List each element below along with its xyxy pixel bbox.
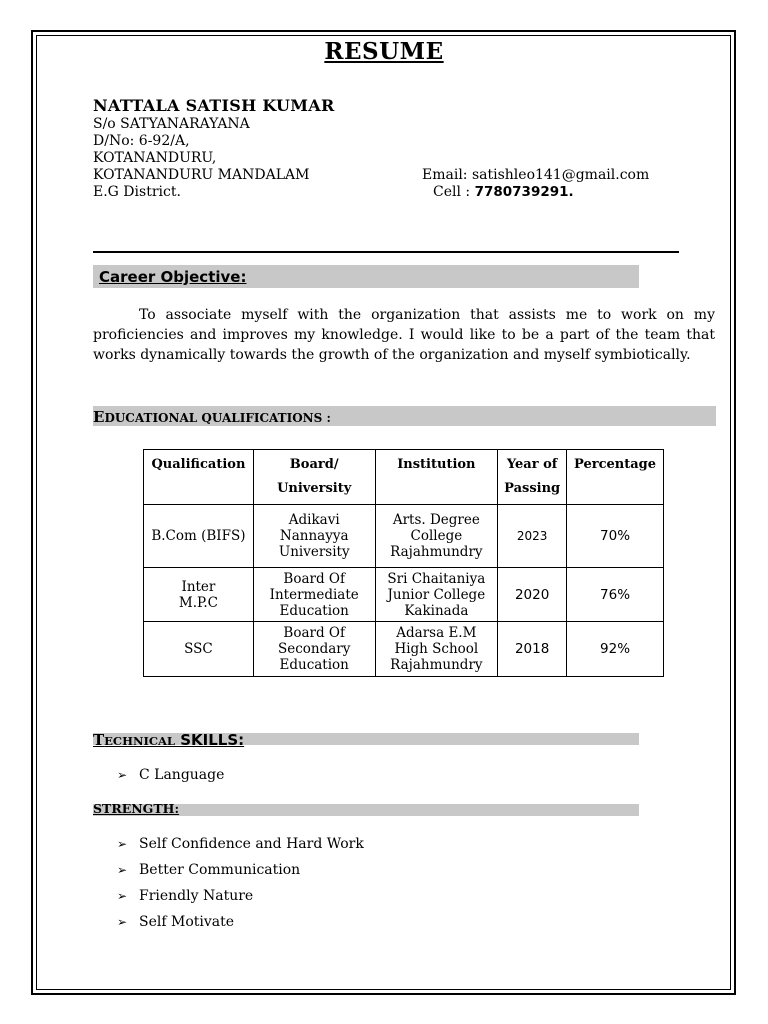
strength-list	[117, 831, 364, 935]
career-heading: Career Objective:	[99, 268, 247, 286]
cell-board: Board Of Intermediate Education	[253, 568, 375, 622]
arrow-right-icon: ➢	[117, 915, 128, 929]
list-item	[117, 909, 364, 935]
cell-percentage: 76%	[567, 568, 664, 622]
address-line-3: KOTANANDURU,	[93, 150, 217, 166]
arrow-right-icon: ➢	[117, 837, 128, 851]
table-row	[144, 622, 664, 677]
col-board: Board/ University	[253, 450, 375, 505]
list-item-text: Friendly Nature	[139, 888, 254, 904]
career-objective-text: To associate myself with the organization that assists me to work on my proficiencies and improves my knowledge. I would like to be a part of the team that works dynamically towards the growth of the organization and myself symbiotically.	[93, 307, 715, 363]
list-item-text: Self Confidence and Hard Work	[139, 836, 364, 852]
candidate-name: NATTALA SATISH KUMAR	[93, 96, 335, 115]
cell-contact	[433, 184, 574, 200]
cell-institution: Arts. Degree College Rajahmundry	[375, 505, 498, 568]
cell-qualification: B.Com (BIFS)	[144, 505, 254, 568]
col-percentage: Percentage	[567, 450, 664, 505]
arrow-right-icon: ➢	[117, 768, 128, 782]
list-item	[117, 762, 224, 788]
cell-label: Cell :	[433, 184, 475, 200]
cell-institution: Adarsa E.M High School Rajahmundry	[375, 622, 498, 677]
address-line-4: KOTANANDURU MANDALAM	[93, 167, 310, 183]
col-institution: Institution	[375, 450, 498, 505]
technical-heading	[93, 730, 244, 749]
list-item	[117, 831, 364, 857]
cell-board: Adikavi Nannayya University	[253, 505, 375, 568]
cell-board: Board Of Secondary Education	[253, 622, 375, 677]
address-line-1: S/o SATYANARAYANA	[93, 116, 250, 132]
list-item-text: Self Motivate	[139, 914, 235, 930]
cell-percentage: 70%	[567, 505, 664, 568]
cell-year: 2020	[498, 568, 567, 622]
strength-heading: STRENGTH:	[93, 801, 180, 816]
education-heading-rest: DUCATIONAL QUALIFICATIONS :	[104, 411, 331, 425]
cell-qualification: Inter M.P.C	[144, 568, 254, 622]
list-item	[117, 883, 364, 909]
list-item-text: C Language	[139, 767, 225, 783]
table-row	[144, 505, 664, 568]
cell-percentage: 92%	[567, 622, 664, 677]
technical-heading-cap: T	[93, 731, 105, 749]
education-heading-cap: E	[93, 408, 105, 426]
technical-skills-list	[117, 762, 224, 788]
resume-title: RESUME	[324, 38, 444, 65]
education-heading	[93, 407, 331, 426]
address-line-2: D/No: 6-92/A,	[93, 133, 190, 149]
arrow-right-icon: ➢	[117, 889, 128, 903]
col-year: Year of Passing	[498, 450, 567, 505]
table-row	[144, 568, 664, 622]
list-item	[117, 857, 364, 883]
cell-year: 2018	[498, 622, 567, 677]
education-table	[143, 449, 664, 677]
address-line-5: E.G District.	[93, 184, 181, 200]
cell-institution: Sri Chaitaniya Junior College Kakinada	[375, 568, 498, 622]
technical-heading-small: ECHNICAL	[104, 734, 176, 748]
cell-qualification: SSC	[144, 622, 254, 677]
header-divider	[93, 251, 679, 253]
arrow-right-icon: ➢	[117, 863, 128, 877]
email-contact: Email: satishleo141@gmail.com	[422, 167, 650, 183]
table-header-row	[144, 450, 664, 505]
cell-number: 7780739291.	[474, 184, 574, 200]
list-item-text: Better Communication	[139, 862, 301, 878]
col-qualification: Qualification	[144, 450, 254, 505]
cell-year: 2023	[498, 505, 567, 568]
technical-heading-big: SKILLS:	[175, 731, 245, 749]
